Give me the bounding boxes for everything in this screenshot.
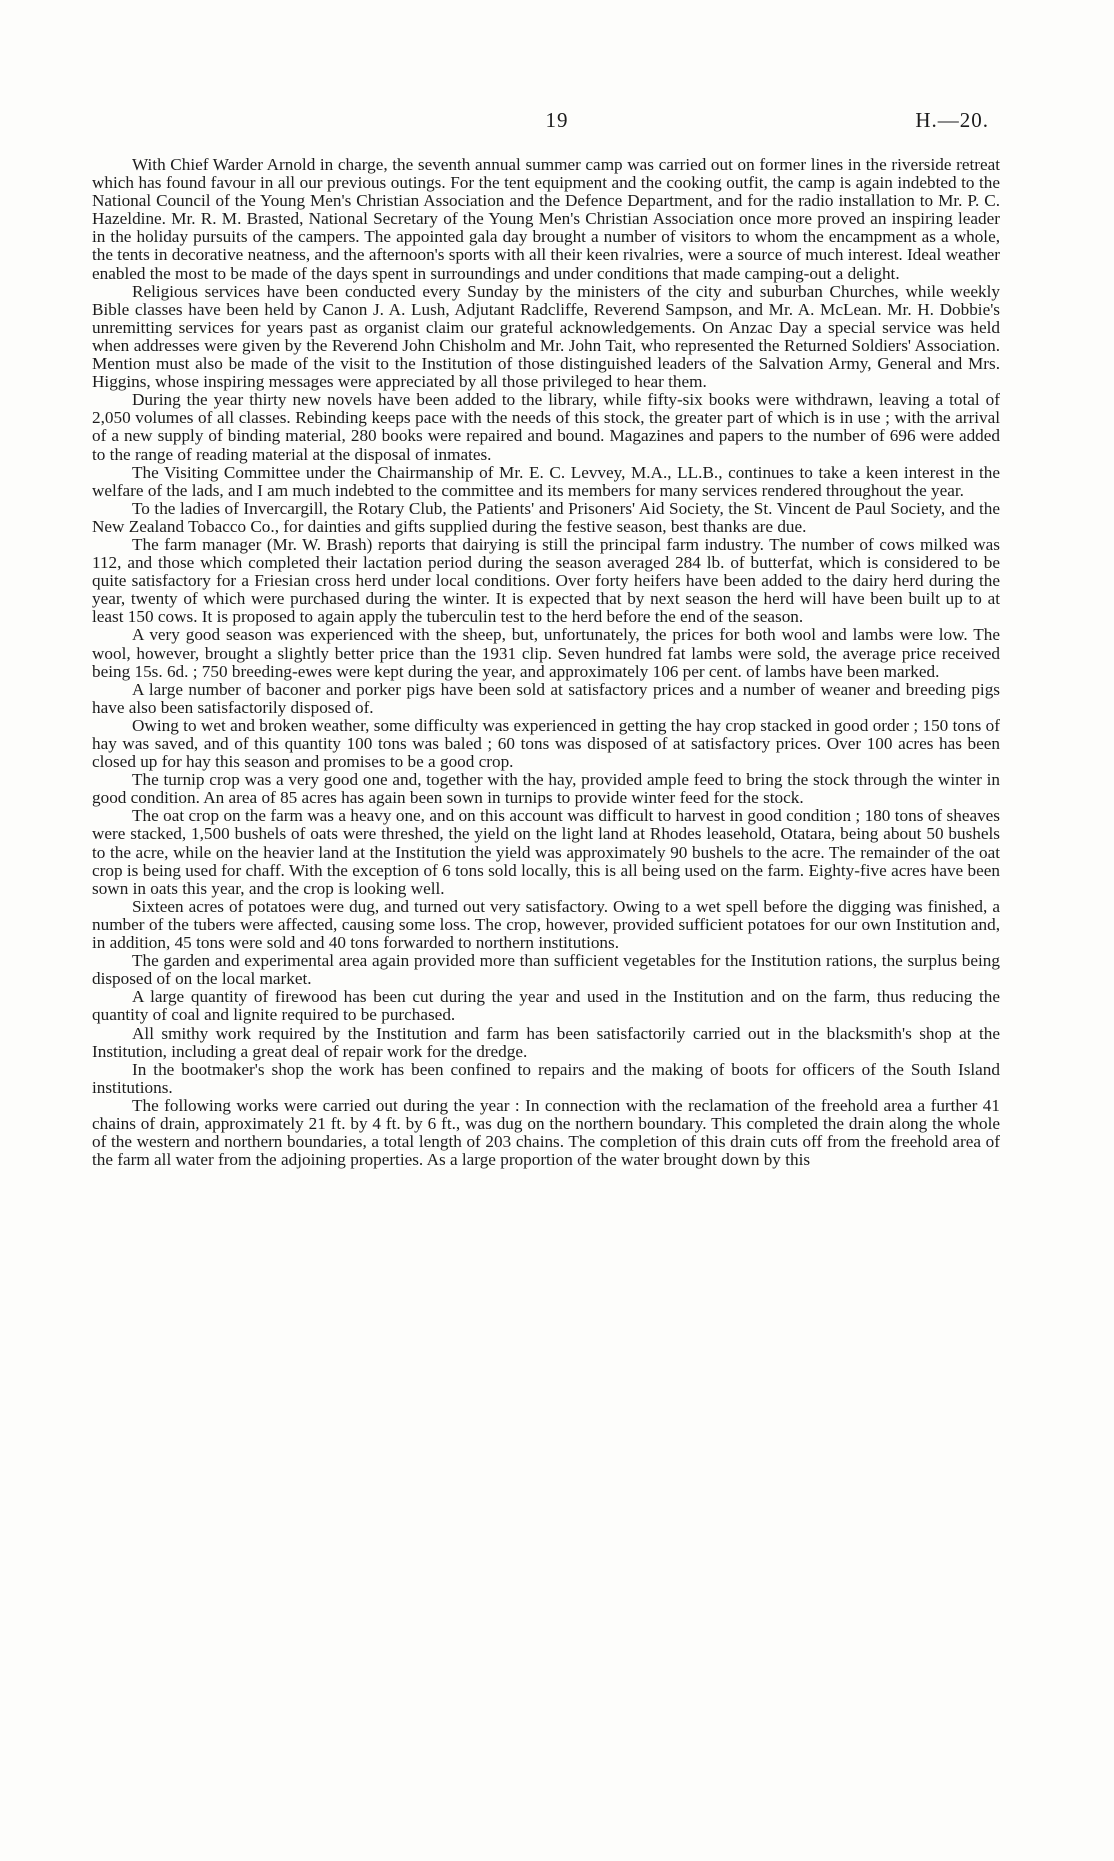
paragraph-potatoes: Sixteen acres of potatoes were dug, and turned out very satisfactory. Owing to a wet spell before the digging was finished, a number of the tubers were affected, causing some loss. The crop, however, provided sufficient potatoes for our own Institution and, in addition, 45 tons were sold and 40 tons forwarded to northern institutions. [92,896,1000,953]
paragraph-visiting-committee: The Visiting Committee under the Chairmanship of Mr. E. C. Levvey, M.A., LL.B., continues to take a keen interest in the welfare of the lads, and I am much indebted to the committee and its members for many services rendered throughout the year. [92,462,1000,500]
paragraph-pigs: A large number of baconer and porker pigs have been sold at satisfactory prices and a number of weaner and breeding pigs have also been satisfactorily disposed of. [92,679,1000,717]
paragraph-hay: Owing to wet and broken weather, some difficulty was experienced in getting the hay crop stacked in good order ; 150 tons of hay was saved, and of this quantity 100 tons was baled ; 60 tons was disposed of at satisfactory prices. Over 100 acres has been closed up for hay this season and promises to be a good crop. [92,715,1000,772]
paragraph-oats: The oat crop on the farm was a heavy one, and on this account was difficult to harvest in good condition ; 180 tons of sheaves were stacked, 1,500 bushels of oats were threshed, the yield on the light land at Rhodes leasehold, Otatara, being about 50 bushels to the acre, while on the heavier land at the Institution the yield was approximately 90 bushels to the acre. The remainder of the oat crop is being used for chaff. With the exception of 6 tons sold locally, this is all being used on the farm. Eighty-five acres have been sown in oats this year, and the crop is looking well. [92,806,1000,898]
body-text [92,156,1000,1169]
paragraph-bootmaker: In the bootmaker's shop the work has been confined to repairs and the making of boots for officers of the South Island institutions. [92,1059,1000,1097]
paragraph-summer-camp: With Chief Warder Arnold in charge, the seventh annual summer camp was carried out on former lines in the riverside retreat which has found favour in all our previous outings. For the tent equipment and the cooking outfit, the camp is again indebted to the National Council of the Young Men's Christian Association and the Defence Department, and for the radio installation to Mr. P. C. Hazeldine. Mr. R. M. Brasted, National Secretary of the Young Men's Christian Association once more proved an inspiring leader in the holiday pursuits of the campers. The appointed gala day brought a number of visitors to whom the encampment as a whole, the tents in decorative neatness, and the afternoon's sports with all their keen rivalries, were a source of much interest. Ideal weather enabled the most to be made of the days spent in surroundings and under conditions that made camping-out a delight. [92,155,1000,283]
paragraph-turnips: The turnip crop was a very good one and, together with the hay, provided ample feed to bring the stock through the winter in good condition. An area of 85 acres has again been sown in turnips to provide winter feed for the stock. [92,770,1000,808]
page-number: 19 [545,108,569,132]
document-reference: H.—20. [915,108,989,132]
paragraph-works: The following works were carried out during the year : In connection with the reclamation of the freehold area a further 41 chains of drain, approximately 21 ft. by 4 ft. by 6 ft., was dug on the northern boundary. This completed the drain along the whole of the western and northern boundaries, a total length of 203 chains. The completion of this drain cuts off from the freehold area of the farm all water from the adjoining properties. As a large proportion of the water brought down by this [92,1095,1000,1170]
paragraph-religious-services: Religious services have been conducted every Sunday by the ministers of the city and suburban Churches, while weekly Bible classes have been held by Canon J. A. Lush, Adjutant Radcliffe, Reverend Sampson, and Mr. A. McLean. Mr. H. Dobbie's unremitting services for years past as organist claim our grateful acknowledgements. On Anzac Day a special service was held when addresses were given by the Reverend John Chisholm and Mr. John Tait, who represented the Returned Soldiers' Association. Mention must also be made of the visit to the Institution of those distinguished leaders of the Salvation Army, General and Mrs. Higgins, whose inspiring messages were appreciated by all those privileged to hear them. [92,281,1000,392]
paragraph-garden: The garden and experimental area again provided more than sufficient vegetables for the Institution rations, the surplus being disposed of on the local market. [92,951,1000,989]
paragraph-thanks: To the ladies of Invercargill, the Rotary Club, the Patients' and Prisoners' Aid Society, the St. Vincent de Paul Society, and the New Zealand Tobacco Co., for dainties and gifts supplied during the festive season, best thanks are due. [92,498,1000,536]
paragraph-smithy: All smithy work required by the Institution and farm has been satisfactorily carried out in the blacksmith's shop at the Institution, including a great deal of repair work for the dredge. [92,1023,1000,1061]
paragraph-firewood: A large quantity of firewood has been cut during the year and used in the Institution and on the farm, thus reducing the quantity of coal and lignite required to be purchased. [92,987,1000,1025]
paragraph-dairy: The farm manager (Mr. W. Brash) reports that dairying is still the principal farm industry. The number of cows milked was 112, and those which completed their lactation period during the season averaged 284 lb. of butterfat, which is considered to be quite satisfactory for a Friesian cross herd under local conditions. Over forty heifers have been added to the dairy herd during the year, twenty of which were purchased during the winter. It is expected that by next season the herd will have been built up to at least 150 cows. It is proposed to again apply the tuberculin test to the herd before the end of the season. [92,534,1000,627]
paragraph-library: During the year thirty new novels have been added to the library, while fifty-six books were withdrawn, leaving a total of 2,050 volumes of all classes. Rebinding keeps pace with the needs of this stock, the greater part of which is in use ; with the arrival of a new supply of binding material, 280 books were repaired and bound. Magazines and papers to the number of 696 were added to the range of reading material at the disposal of inmates. [92,390,1000,464]
paragraph-sheep: A very good season was experienced with the sheep, but, unfortunately, the prices for both wool and lambs were low. The wool, however, brought a slightly better price than the 1931 clip. Seven hundred fat lambs were sold, the average price received being 15s. 6d. ; 750 breeding-ewes were kept during the year, and approximately 106 per cent. of lambs have been marked. [92,625,1000,681]
